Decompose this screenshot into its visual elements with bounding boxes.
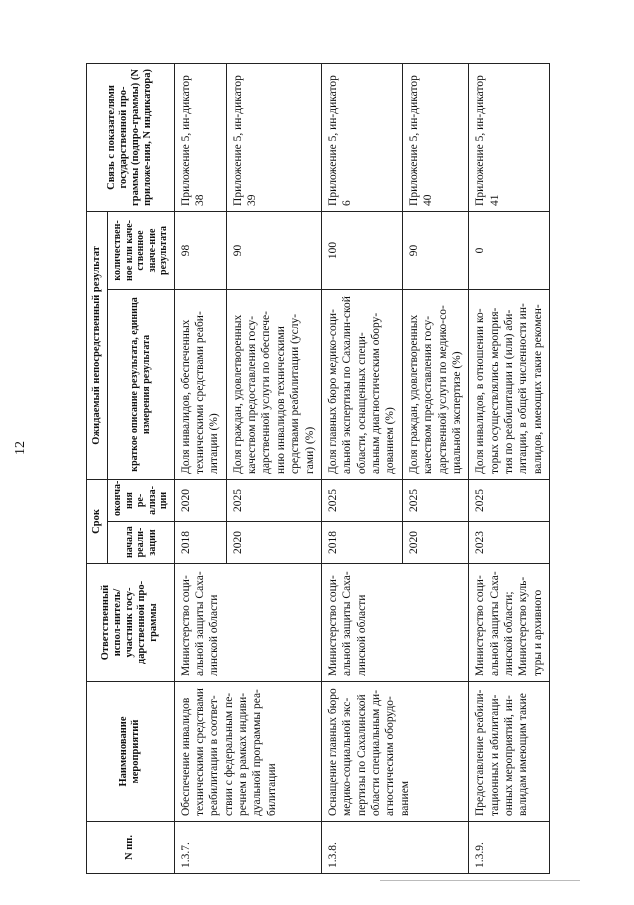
row-desc: Доля инвалидов, обеспеченных техническими средствами реаби-литации (%) — [174, 289, 226, 479]
table-row — [469, 63, 550, 873]
row-value: 0 — [469, 211, 550, 289]
row-end: 2025 — [321, 479, 402, 521]
row-responsible: Министерство соци-альной защиты Саха-линской области — [174, 564, 321, 682]
row-value: 90 — [226, 211, 321, 289]
header-expected: Ожидаемый непосредственный результат — [87, 211, 108, 479]
row-link: Приложение 5, ин-дикатор 38 — [174, 63, 226, 211]
row-start: 2020 — [402, 522, 469, 564]
row-end: 2025 — [226, 479, 321, 521]
header-num: N пп. — [87, 822, 175, 874]
row-responsible: Министерство соци-альной защиты Саха-линской области — [321, 564, 468, 682]
row-link: Приложение 5, ин-дикатор 39 — [226, 63, 321, 211]
row-start: 2018 — [174, 522, 226, 564]
scan-edge-line — [380, 880, 580, 881]
header-row-1 — [87, 63, 108, 873]
row-value: 98 — [174, 211, 226, 289]
row-name: Оснащение главных бюро медико-социальной экс-пертизы по Сахалинской области специальным ди-агностическим оборудо-ванием — [321, 682, 468, 822]
row-link: Приложение 5, ин-дикатор 6 — [321, 63, 402, 211]
row-desc: Доля главных бюро медико-соци-альной экспертизы по Сахалин-ской области, оснащенных специ-альным диагностическим обору-дованием (%) — [321, 289, 402, 479]
row-start: 2020 — [226, 522, 321, 564]
row-value: 90 — [402, 211, 469, 289]
table-row — [321, 63, 402, 873]
row-end: 2025 — [402, 479, 469, 521]
row-desc: Доля граждан, удовлетворенных качеством предоставления госу-дарственной услуги по обеспече-нию инвалидов техническими средствами реабилитации (услу-гами) (%) — [226, 289, 321, 479]
row-link: Приложение 5, ин-дикатор 40 — [402, 63, 469, 211]
row-name: Предоставление реабили-тационных и абилитаци-онных мероприятий, ин-валидам имеющим такие — [469, 682, 550, 822]
row-num: 1.3.8. — [321, 822, 468, 874]
row-num: 1.3.7. — [174, 822, 321, 874]
table-row — [174, 63, 226, 873]
row-end: 2020 — [174, 479, 226, 521]
row-start: 2023 — [469, 522, 550, 564]
measures-table — [86, 63, 550, 874]
row-desc: Доля граждан, удовлетворенных качеством предоставления госу-дарственной услуги по медико-со-циальной экспертизе (%) — [402, 289, 469, 479]
row-link: Приложение 5, ин-дикатор 41 — [469, 63, 550, 211]
page-number: 12 — [13, 441, 28, 455]
header-link: Связь с показателями государственной про-граммы (подпро-граммы) (N приложе-ния, N индикатора) — [87, 63, 175, 211]
header-term-start: начала реали-зации — [108, 522, 175, 564]
header-term: Срок — [87, 479, 108, 563]
rotated-table-container — [86, 64, 546, 874]
header-term-end: оконча-ния ре-ализа-ции — [108, 479, 175, 521]
row-end: 2025 — [469, 479, 550, 521]
header-responsible: Ответственный испол-нитель/участник госу-дарственной про-граммы — [87, 564, 175, 682]
header-name: Наименование мероприятий — [87, 682, 175, 822]
row-start: 2018 — [321, 522, 402, 564]
row-num: 1.3.9. — [469, 822, 550, 874]
row-name: Обеспечение инвалидов техническими средствами реабилитации в соответ-ствии с федеральным пе-речнем в рамках индиви-дуальной программы реа-билитации — [174, 682, 321, 822]
row-desc: Доля инвалидов, в отношении ко-торых осуществлялись мероприя-тия по реабилитации и (или) аби-литации, в общей численности ин-валидов, имеющих такие рекомен- — [469, 289, 550, 479]
row-responsible: Министерство соци-альной защиты Саха-линской области; Министерство куль-туры и архивного — [469, 564, 550, 682]
row-value: 100 — [321, 211, 402, 289]
header-expected-desc: краткое описание результата, единица измерения результата — [108, 289, 175, 479]
header-expected-value: количествен-ное или каче-ственное значе-ние результата — [108, 211, 175, 289]
